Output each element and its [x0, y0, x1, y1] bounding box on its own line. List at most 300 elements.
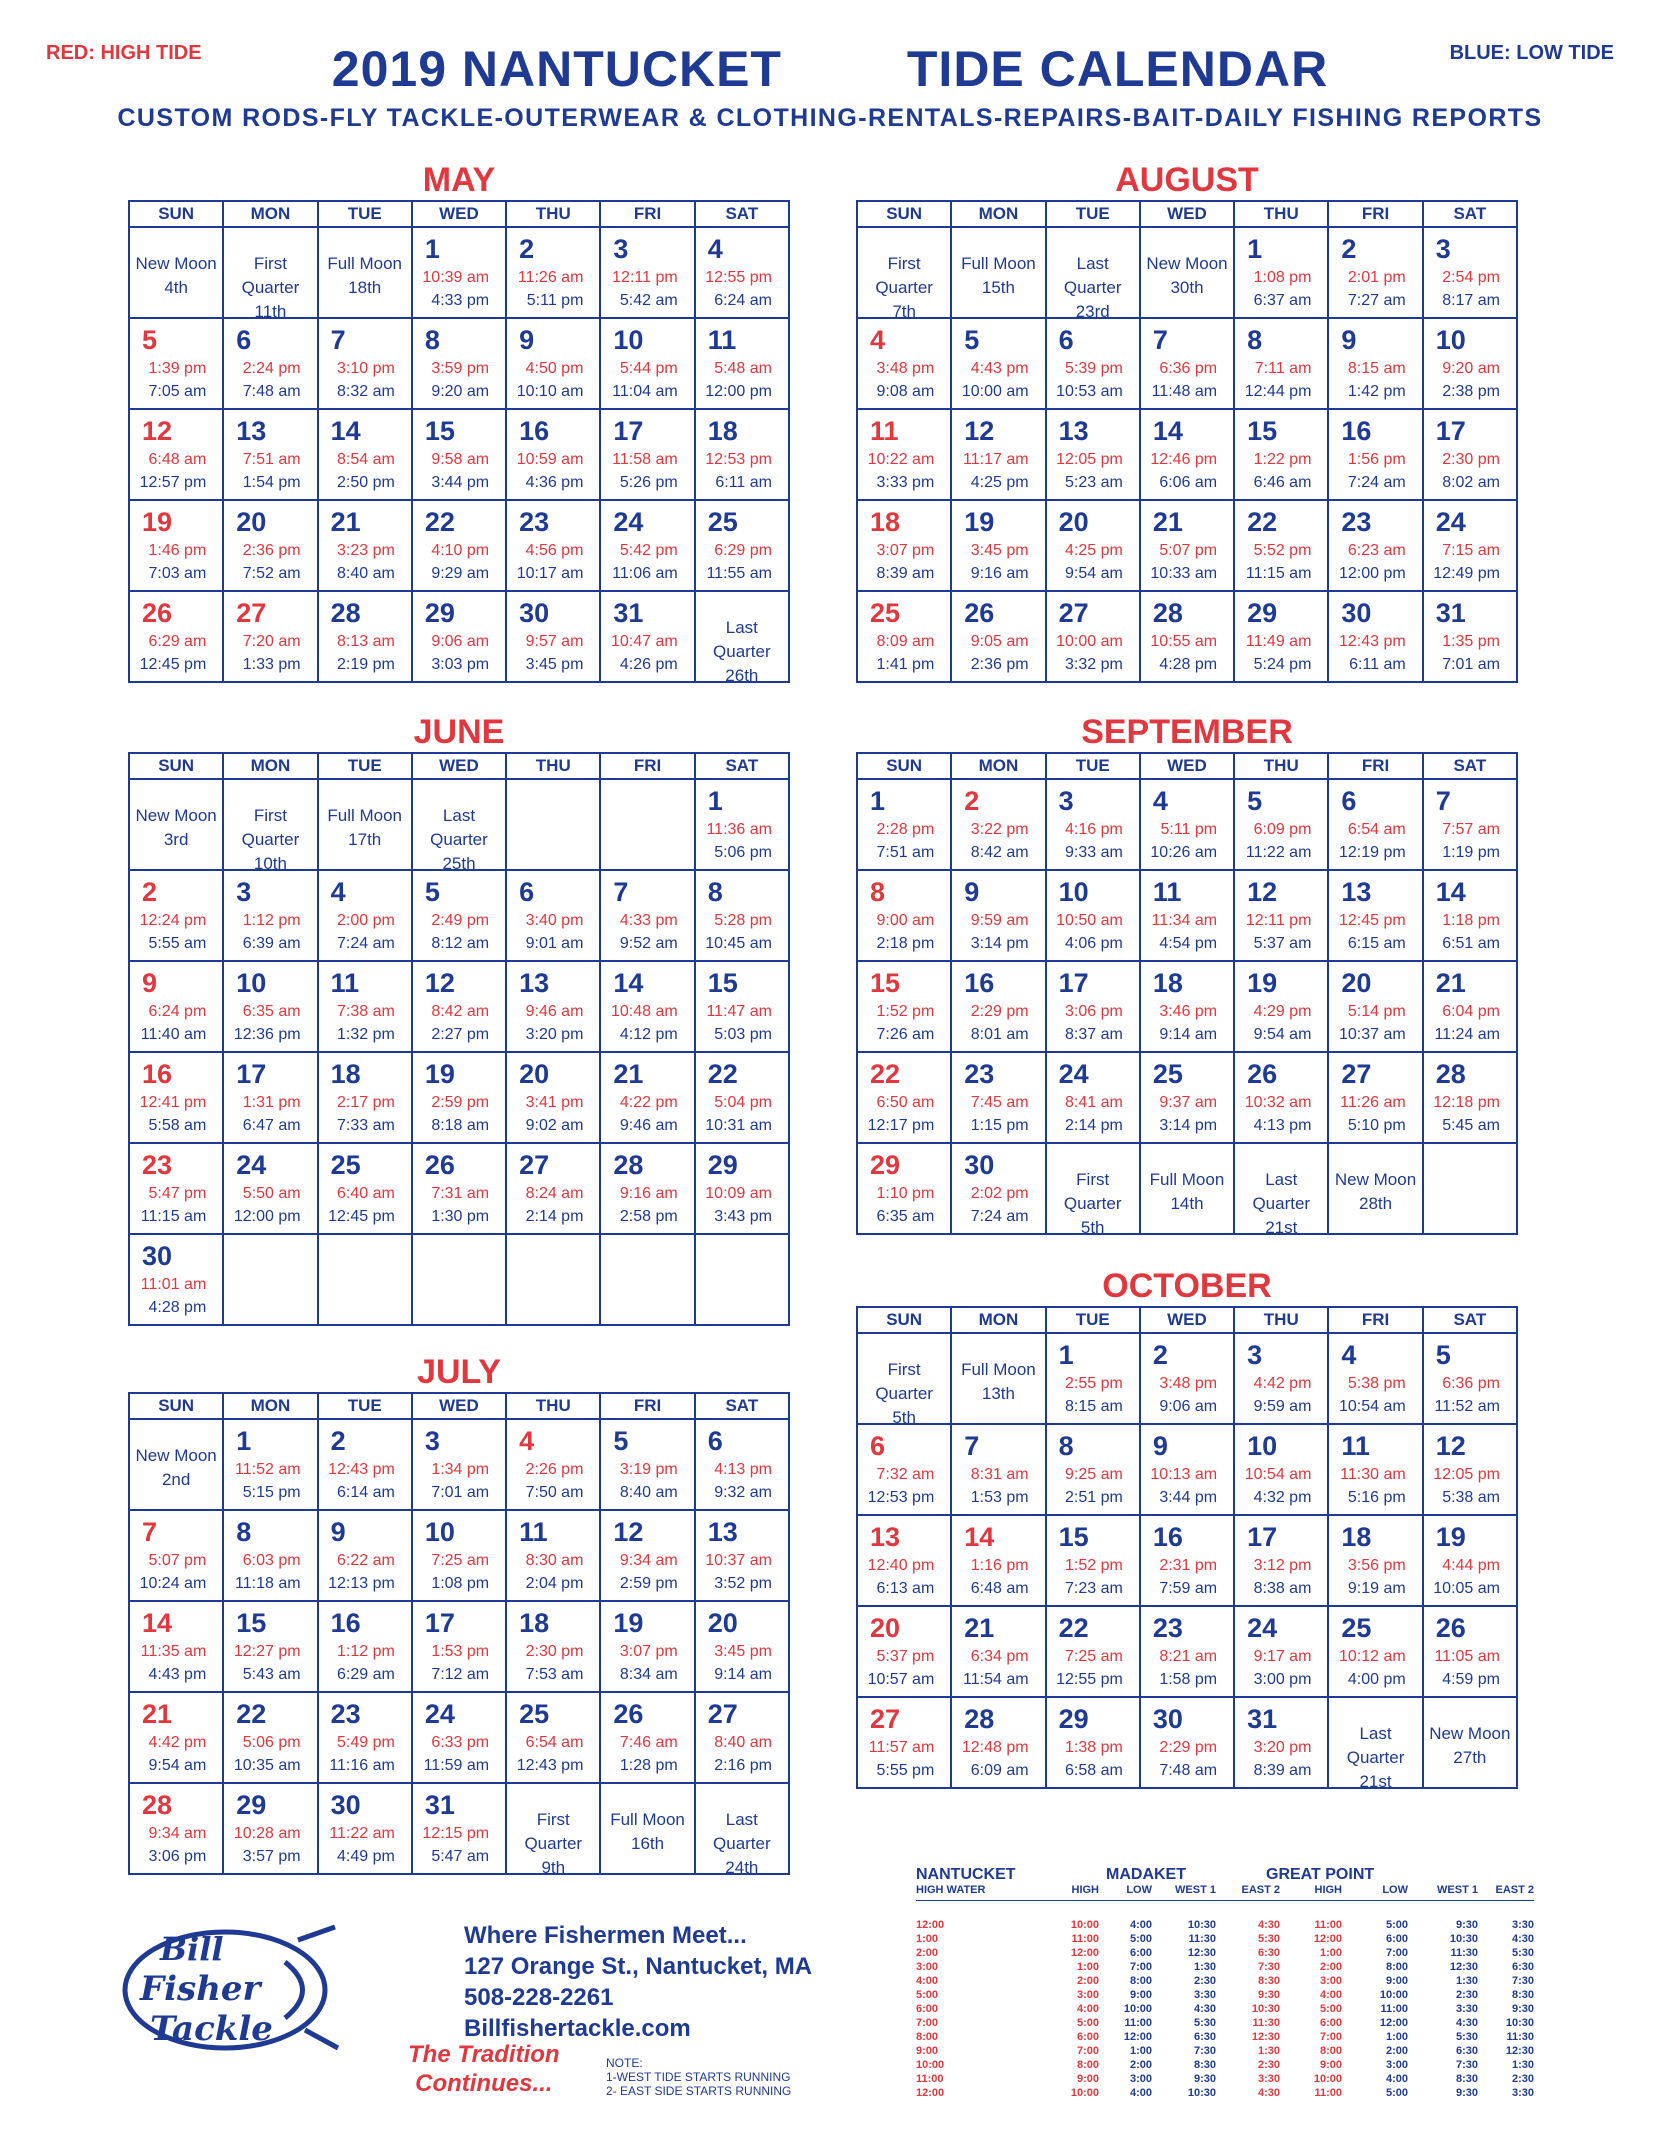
day-cell	[1046, 409, 1140, 500]
tide-table-cell: 3:30	[1455, 2003, 1478, 2015]
moon-phase	[1141, 252, 1233, 300]
low-tide-time: 7:24 am	[1347, 474, 1406, 491]
day-cell	[1140, 870, 1234, 961]
day-cell	[1423, 1143, 1517, 1234]
day-cell	[318, 1601, 412, 1692]
high-tide-time: 7:32 am	[876, 1466, 935, 1483]
low-tide-time: 7:59 am	[1159, 1580, 1218, 1597]
high-tide-time: 2:02 pm	[970, 1185, 1029, 1202]
day-cell	[318, 1052, 412, 1143]
moon-phase	[696, 1808, 788, 1880]
weekday-header: WED	[412, 1393, 506, 1419]
day-cell	[1328, 1606, 1422, 1697]
low-tide-time: 7:24 am	[970, 1208, 1029, 1225]
tide-table-cell: 5:00	[1319, 2003, 1342, 2015]
day-number: 9	[519, 325, 535, 355]
tide-table-row	[916, 1989, 1534, 2003]
low-tide-time: 5:03 pm	[714, 1026, 772, 1043]
calendar-grid	[128, 752, 790, 1326]
day-cell	[506, 1601, 600, 1692]
high-tide-time: 7:46 am	[619, 1734, 678, 1751]
moon-phase-name: First Quarter	[875, 1360, 933, 1403]
moon-phase	[1047, 252, 1139, 324]
tide-table-row	[916, 2017, 1534, 2031]
day-number: 21	[613, 1059, 644, 1089]
high-tide-time: 1:38 pm	[1065, 1739, 1123, 1756]
weekday-header: TUE	[318, 753, 412, 779]
day-number: 14	[330, 416, 361, 446]
low-tide-time: 11:06 am	[612, 565, 678, 582]
high-tide-time: 8:40 am	[714, 1734, 772, 1751]
tide-table-cell: 7:00	[1129, 1961, 1152, 1973]
high-tide-time: 9:46 am	[525, 1003, 584, 1020]
day-cell	[1423, 500, 1517, 591]
day-number: 23	[142, 1150, 173, 1180]
moon-phase	[1329, 1722, 1421, 1794]
day-cell	[129, 1052, 223, 1143]
weekday-header: SUN	[857, 753, 951, 779]
day-number: 8	[424, 325, 440, 355]
high-tide-time: 3:45 pm	[714, 1643, 772, 1660]
weekday-header: THU	[1234, 201, 1328, 227]
moon-phase	[1235, 1168, 1327, 1240]
low-tide-time: 2:51 pm	[1065, 1489, 1123, 1506]
moon-phase	[1424, 1722, 1516, 1770]
high-tide-time: 11:01 am	[140, 1276, 207, 1293]
high-tide-time: 6:24 pm	[148, 1003, 207, 1020]
day-cell	[1423, 1697, 1517, 1788]
day-cell	[600, 591, 694, 682]
day-cell	[506, 591, 600, 682]
day-number: 12	[424, 968, 455, 998]
high-tide-time: 1:31 pm	[242, 1094, 301, 1111]
low-tide-time: 5:10 pm	[1347, 1117, 1406, 1134]
tide-table-cell: 6:00	[1319, 2017, 1342, 2029]
day-number: 1	[1247, 234, 1263, 264]
day-number: 22	[236, 1699, 267, 1729]
low-tide-time: 11:48 am	[1151, 383, 1218, 400]
moon-phase	[319, 804, 411, 852]
low-tide-time: 2:36 pm	[970, 656, 1029, 673]
day-cell	[1140, 1333, 1234, 1424]
calendar-week	[129, 779, 789, 870]
calendar-week	[129, 1143, 789, 1234]
day-cell	[506, 1419, 600, 1510]
low-tide-time: 1:33 pm	[242, 656, 301, 673]
day-cell	[857, 1424, 951, 1515]
day-number: 2	[519, 234, 535, 264]
low-tide-time: 2:18 pm	[876, 935, 935, 952]
moon-phase	[952, 1358, 1044, 1406]
low-tide-time: 3:00 pm	[1253, 1671, 1312, 1688]
day-number: 31	[1247, 1704, 1278, 1734]
day-number: 11	[707, 325, 737, 355]
moon-phase	[1329, 1168, 1421, 1216]
high-tide-time: 1:46 pm	[148, 542, 207, 559]
low-tide-time: 7:12 am	[431, 1666, 490, 1683]
day-cell	[695, 961, 789, 1052]
high-tide-time: 12:11 pm	[1245, 912, 1312, 929]
moon-phase-date: 24th	[725, 1858, 759, 1877]
month-name: SEPTEMBER	[1081, 713, 1293, 751]
calendar-week	[857, 1333, 1517, 1424]
low-tide-time: 3:14 pm	[970, 935, 1029, 952]
day-cell	[129, 870, 223, 961]
day-cell	[600, 409, 694, 500]
day-number: 6	[519, 877, 535, 907]
weekday-header: SUN	[129, 753, 223, 779]
tide-table-cell: 10:30	[1187, 1919, 1216, 1931]
weekday-header: FRI	[600, 201, 694, 227]
tide-table-cell: 12:00	[916, 1919, 945, 1931]
tide-table-cell: 3:30	[1511, 1919, 1534, 1931]
high-tide-time: 4:29 pm	[1253, 1003, 1312, 1020]
low-tide-time: 1:54 pm	[242, 474, 301, 491]
high-tide-time: 1:34 pm	[431, 1461, 490, 1478]
low-tide-time: 10:54 am	[1338, 1398, 1406, 1415]
tide-table-row	[916, 2031, 1534, 2045]
moon-phase-name: Last Quarter	[713, 618, 771, 661]
tide-table-row	[916, 2003, 1534, 2017]
month-september	[856, 712, 1518, 1235]
tide-column-header: EAST 2	[1241, 1884, 1280, 1896]
low-tide-time: 10:53 am	[1056, 383, 1123, 400]
day-cell	[223, 1601, 317, 1692]
day-number: 28	[1435, 1059, 1466, 1089]
low-tide-time: 6:13 am	[876, 1580, 935, 1597]
high-tide-time: 7:25 am	[1065, 1648, 1123, 1665]
day-cell	[600, 1419, 694, 1510]
day-number: 13	[236, 416, 267, 446]
day-cell	[1140, 500, 1234, 591]
day-number: 23	[1341, 507, 1372, 537]
day-number: 9	[1152, 1431, 1168, 1461]
day-number: 24	[1058, 1059, 1089, 1089]
moon-phase	[507, 1808, 599, 1880]
day-cell	[1046, 227, 1140, 321]
day-cell	[223, 1783, 317, 1874]
moon-phase-name: First Quarter	[524, 1810, 583, 1853]
day-cell	[129, 1234, 223, 1325]
high-tide-time: 6:36 pm	[1159, 360, 1218, 377]
weekday-header: SUN	[129, 1393, 223, 1419]
day-number: 23	[330, 1699, 361, 1729]
day-number: 20	[707, 1608, 738, 1638]
high-tide-time: 4:16 pm	[1065, 821, 1123, 838]
low-tide-time: 5:23 am	[1065, 474, 1123, 491]
day-cell	[695, 1143, 789, 1234]
day-number: 24	[424, 1699, 455, 1729]
high-tide-time: 5:48 am	[714, 360, 772, 377]
moon-phase	[224, 252, 316, 324]
day-cell	[695, 1601, 789, 1692]
day-cell	[600, 1601, 694, 1692]
weekday-header: MON	[951, 753, 1045, 779]
month-october	[856, 1266, 1518, 1789]
high-tide-time: 6:48 am	[148, 451, 207, 468]
tide-table-cell: 1:00	[916, 1933, 939, 1945]
moon-phase-date: 28th	[1359, 1194, 1393, 1213]
tide-table-cell: 8:30	[1193, 2059, 1216, 2071]
day-cell	[412, 1419, 506, 1510]
high-tide-time: 1:35 pm	[1442, 633, 1500, 650]
low-tide-time: 1:58 pm	[1159, 1671, 1218, 1688]
high-tide-time: 5:38 pm	[1347, 1375, 1406, 1392]
day-cell	[129, 227, 223, 318]
low-tide-time: 12:17 pm	[867, 1117, 935, 1134]
low-tide-time: 5:06 pm	[714, 844, 772, 861]
high-tide-time: 5:14 pm	[1347, 1003, 1406, 1020]
day-number: 26	[613, 1699, 644, 1729]
day-cell	[129, 1692, 223, 1783]
day-cell	[223, 779, 317, 873]
tide-table-cell: 12:00	[1070, 1947, 1099, 1959]
weekday-header: THU	[506, 753, 600, 779]
low-tide-time: 5:55 pm	[876, 1762, 935, 1779]
low-tide-time: 4:43 pm	[148, 1666, 207, 1683]
high-tide-time: 9:37 am	[1159, 1094, 1218, 1111]
day-cell	[951, 1143, 1045, 1234]
moon-phase-name: New Moon	[1334, 1170, 1417, 1189]
high-tide-time: 10:28 am	[233, 1825, 301, 1842]
low-tide-time: 12:36 pm	[233, 1026, 301, 1043]
tide-column-header: LOW	[1382, 1884, 1408, 1896]
day-cell	[1328, 409, 1422, 500]
calendar-grid	[856, 752, 1518, 1235]
high-tide-time: 11:47 am	[706, 1003, 772, 1020]
day-number: 3	[1247, 1340, 1263, 1370]
high-tide-time: 2:30 pm	[525, 1643, 584, 1660]
low-tide-time: 6:39 am	[242, 935, 301, 952]
day-cell	[506, 500, 600, 591]
day-cell	[695, 779, 789, 870]
tide-table-cell: 10:00	[1070, 2087, 1099, 2099]
tide-table-cell: 10:30	[1251, 2003, 1280, 2015]
day-cell	[506, 1783, 600, 1877]
high-tide-time: 11:58 am	[612, 451, 678, 468]
low-tide-time: 7:27 am	[1347, 292, 1406, 309]
low-tide-time: 3:44 pm	[1159, 1489, 1218, 1506]
day-cell	[600, 1510, 694, 1601]
day-cell	[1234, 318, 1328, 409]
note-line-1: 1-WEST TIDE STARTS RUNNING	[606, 2070, 791, 2084]
calendar-grid	[128, 200, 790, 683]
high-tide-time: 8:41 am	[1065, 1094, 1123, 1111]
day-number: 11	[519, 1517, 548, 1547]
tide-table-cell: 3:00	[1076, 1989, 1099, 2001]
weekday-header: SAT	[1423, 753, 1517, 779]
high-tide-time: 6:29 pm	[714, 542, 772, 559]
low-tide-time: 4:00 pm	[1347, 1671, 1406, 1688]
tradition-line-2: Continues...	[415, 2070, 553, 2097]
day-cell	[1140, 1143, 1234, 1234]
day-cell	[506, 1692, 600, 1783]
low-tide-time: 5:43 am	[242, 1666, 301, 1683]
tide-table-cell: 9:00	[916, 2045, 939, 2057]
low-tide-time: 3:20 pm	[525, 1026, 584, 1043]
day-cell	[1328, 961, 1422, 1052]
day-cell	[1423, 1052, 1517, 1143]
high-tide-time: 8:13 am	[337, 633, 395, 650]
day-number: 6	[1058, 325, 1074, 355]
high-tide-time: 9:57 am	[525, 633, 584, 650]
day-number: 7	[964, 1431, 980, 1461]
moon-phase-name: New Moon	[135, 1446, 217, 1465]
high-tide-time: 9:00 am	[876, 912, 935, 929]
day-number: 21	[1152, 507, 1183, 537]
high-tide-time: 2:54 pm	[1442, 269, 1500, 286]
day-cell	[129, 1143, 223, 1234]
high-tide-time: 2:30 pm	[1442, 451, 1500, 468]
high-tide-time: 3:19 pm	[619, 1461, 678, 1478]
day-number: 1	[424, 234, 440, 264]
day-number: 9	[330, 1517, 346, 1547]
day-number: 19	[1435, 1522, 1466, 1552]
moon-phase	[224, 804, 316, 876]
high-tide-time: 10:50 am	[1056, 912, 1123, 929]
moon-phase-date: 10th	[253, 854, 287, 873]
moon-phase-name: New Moon	[1146, 254, 1228, 273]
day-cell	[412, 1692, 506, 1783]
low-tide-time: 4:36 pm	[525, 474, 584, 491]
tide-table-cell: 10:00	[1070, 1919, 1099, 1931]
low-tide-time: 9:29 am	[431, 565, 490, 582]
store-phone: 508-228-2261	[464, 1984, 614, 2011]
high-tide-time: 6:23 am	[1347, 542, 1406, 559]
high-tide-time: 11:36 am	[706, 821, 772, 838]
tide-table-cell: 3:30	[1257, 2073, 1280, 2085]
day-number: 2	[964, 786, 980, 816]
low-tide-time: 8:42 am	[970, 844, 1029, 861]
calendar-week	[857, 409, 1517, 500]
high-tide-time: 8:42 am	[431, 1003, 490, 1020]
weekday-header: TUE	[318, 1393, 412, 1419]
calendar-week	[129, 1510, 789, 1601]
day-cell	[1328, 1515, 1422, 1606]
moon-phase-date: 16th	[631, 1834, 665, 1853]
day-cell	[857, 870, 951, 961]
day-cell	[318, 500, 412, 591]
low-tide-time: 7:23 am	[1065, 1580, 1123, 1597]
calendar-week	[129, 1692, 789, 1783]
high-tide-time: 11:30 am	[1340, 1466, 1406, 1483]
day-number: 31	[1435, 598, 1466, 628]
calendar-week	[129, 227, 789, 318]
day-cell	[600, 870, 694, 961]
tide-table-row	[916, 1933, 1534, 1947]
tide-table-cell: 4:00	[1129, 2087, 1152, 2099]
high-tide-time: 2:49 pm	[431, 912, 490, 929]
high-tide-time: 10:48 am	[610, 1003, 678, 1020]
day-cell	[1328, 500, 1422, 591]
day-number: 2	[1341, 234, 1357, 264]
tide-table-cell: 8:00	[1319, 2045, 1342, 2057]
tide-table-cell: 9:00	[1076, 2073, 1099, 2085]
moon-phase-name: First Quarter	[1063, 1170, 1122, 1213]
low-tide-time: 8:39 am	[1253, 1762, 1312, 1779]
tide-table-cell: 8:30	[1257, 1975, 1280, 1987]
high-tide-time: 4:56 pm	[525, 542, 584, 559]
moon-phase-date: 4th	[164, 278, 188, 297]
day-cell	[506, 1052, 600, 1143]
tide-table-cell: 2:00	[1319, 1961, 1342, 1973]
low-tide-time: 10:10 am	[516, 383, 584, 400]
day-cell	[318, 961, 412, 1052]
low-tide-time: 3:57 pm	[242, 1848, 301, 1865]
calendar-week	[857, 870, 1517, 961]
calendar-week	[857, 591, 1517, 682]
low-tide-time: 5:58 am	[148, 1117, 207, 1134]
high-tide-time: 12:11 pm	[612, 269, 678, 286]
day-number: 27	[236, 598, 267, 628]
high-tide-time: 10:32 am	[1244, 1094, 1312, 1111]
low-tide-time: 5:11 pm	[526, 292, 584, 309]
moon-phase-name: Full Moon	[961, 1360, 1036, 1379]
logo-text-fisher: Fisher	[140, 1969, 261, 2009]
high-tide-time: 4:10 pm	[431, 542, 490, 559]
high-tide-time: 6:50 am	[876, 1094, 935, 1111]
high-tide-time: 9:34 am	[148, 1825, 207, 1842]
moon-phase-name: Last Quarter	[430, 806, 488, 849]
day-number: 5	[613, 1426, 629, 1456]
day-cell	[600, 961, 694, 1052]
tide-table-cell: 5:30	[1257, 1933, 1280, 1945]
day-number: 27	[519, 1150, 550, 1180]
high-tide-time: 4:22 pm	[619, 1094, 678, 1111]
group-great-point: GREAT POINT	[1266, 1866, 1375, 1883]
page-title	[0, 40, 1660, 98]
day-cell	[857, 1697, 951, 1788]
weekday-header: MON	[223, 201, 317, 227]
day-number: 18	[519, 1608, 550, 1638]
low-tide-time: 12:57 pm	[139, 474, 207, 491]
high-tide-time: 7:20 am	[242, 633, 301, 650]
tide-table-cell: 9:30	[1455, 2087, 1478, 2099]
low-tide-time: 4:33 pm	[431, 292, 490, 309]
day-cell	[129, 318, 223, 409]
day-cell	[951, 1697, 1045, 1788]
day-cell	[951, 1515, 1045, 1606]
calendar-week	[857, 500, 1517, 591]
tide-table-cell: 5:00	[1129, 1933, 1152, 1945]
day-cell	[1328, 779, 1422, 870]
day-cell	[1046, 591, 1140, 682]
low-tide-time: 2:38 pm	[1442, 383, 1500, 400]
day-cell	[1046, 1143, 1140, 1237]
day-cell	[600, 1783, 694, 1874]
low-tide-time: 3:06 pm	[148, 1848, 207, 1865]
weekday-header: SAT	[695, 1393, 789, 1419]
tide-table-cell: 1:00	[1076, 1961, 1099, 1973]
low-tide-time: 9:01 am	[525, 935, 584, 952]
store-website[interactable]: Billfishertackle.com	[464, 2015, 691, 2042]
low-tide-time: 5:47 am	[431, 1848, 490, 1865]
day-cell	[506, 870, 600, 961]
day-cell	[1140, 227, 1234, 318]
day-cell	[1046, 1052, 1140, 1143]
day-number: 18	[1152, 968, 1183, 998]
day-number: 7	[330, 325, 346, 355]
day-cell	[951, 1333, 1045, 1424]
tide-table-cell: 4:30	[1257, 1919, 1280, 1931]
day-cell	[412, 318, 506, 409]
day-number: 19	[142, 507, 173, 537]
low-tide-time: 9:14 am	[714, 1666, 772, 1683]
day-cell	[412, 500, 506, 591]
day-number: 3	[424, 1426, 440, 1456]
high-tide-time: 12:18 pm	[1433, 1094, 1500, 1111]
low-tide-time: 9:02 am	[525, 1117, 584, 1134]
